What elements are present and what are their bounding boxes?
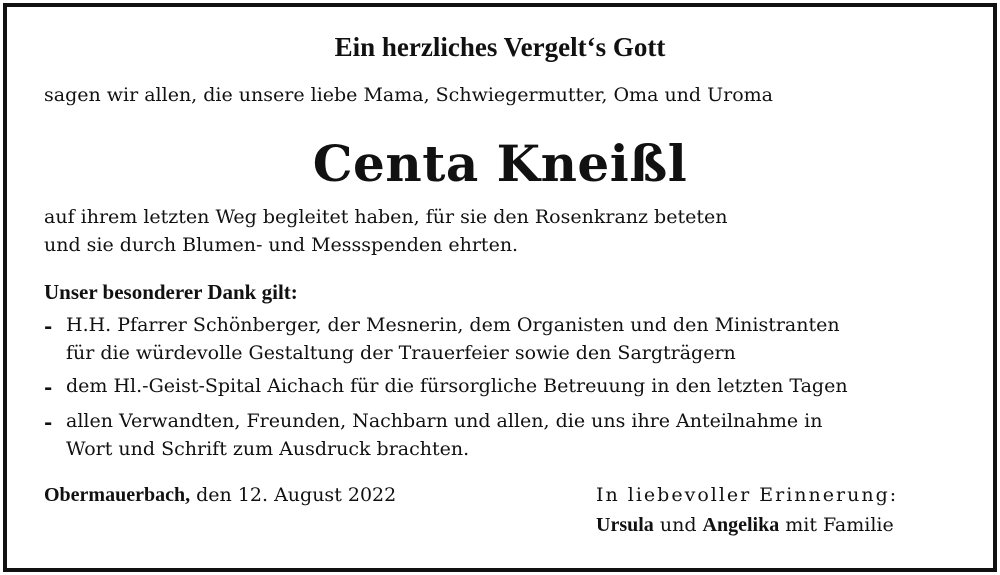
deceased-name: Centa Kneißl [312,134,688,193]
signers [596,514,894,537]
thanks-item-line: für die würdevolle Gestaltung der Trauerfeier sowie den Sargträgern [66,342,736,364]
thanks-item-line: allen Verwandten, Freunden, Nachbarn und allen, die uns ihre Anteilnahme in [66,410,823,432]
date-text: den 12. August 2022 [196,484,397,506]
thanks-heading: Unser besonderer Dank gilt: [44,280,298,304]
paragraph-line: auf ihrem letzten Weg begleitet haben, für sie den Rosenkranz beteten [44,206,728,228]
signer-name: Ursula [596,514,654,536]
closing-text: In liebevoller Erinnerung: [596,484,899,506]
notice-title: Ein herzliches Vergelt‘s Gott [334,32,666,62]
thanks-item-line: Wort und Schrift zum Ausdruck brachten. [66,438,470,460]
bullet-dash: - [44,375,53,399]
place-date [44,484,396,507]
bullet-dash: - [44,410,53,434]
signer-suffix: mit Familie [785,514,894,536]
thanks-item-line: H.H. Pfarrer Schönberger, der Mesnerin, dem Organisten und den Ministranten [66,314,840,336]
signer-joiner: und [659,514,697,536]
paragraph-line: und sie durch Blumen- und Messspenden ehrten. [44,234,519,256]
signer-name: Angelika [702,514,780,536]
place-name: Obermauerbach, [44,484,191,506]
thanks-item-line: dem Hl.-Geist-Spital Aichach für die fürsorgliche Betreuung in den letzten Tagen [66,375,848,397]
bullet-dash: - [44,314,53,338]
intro-text: sagen wir allen, die unsere liebe Mama, Schwiegermutter, Oma und Uroma [44,84,773,106]
